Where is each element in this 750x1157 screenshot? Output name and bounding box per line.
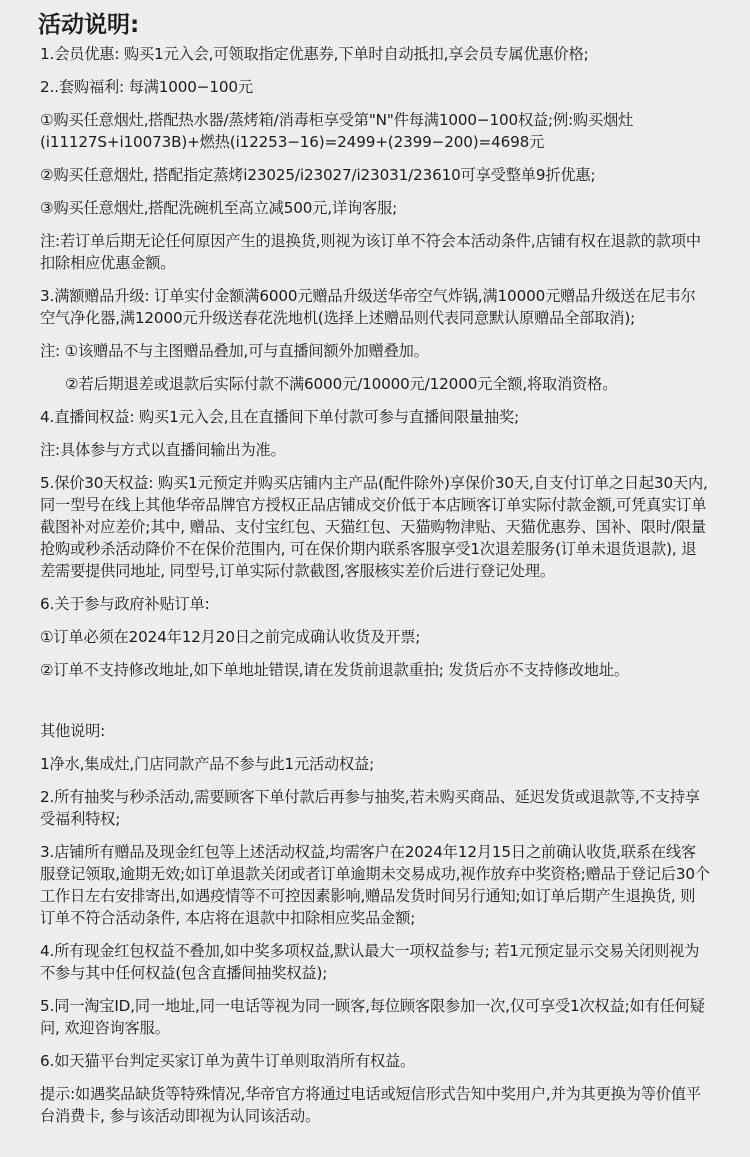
section-spacer bbox=[40, 692, 710, 720]
gift-note-1: 注: ①该赠品不与主图赠品叠加,可与直播间额外加赠叠加。 bbox=[40, 342, 429, 360]
subsidy-heading: 6.关于参与政府补贴订单: bbox=[40, 595, 210, 613]
livestream-note: 注:具体参与方式以直播间输出为准。 bbox=[40, 441, 286, 459]
price-protection: 5.保价30天权益: 购买1元预定并购买店铺内主产品(配件除外)享保价30天,自支付订单之日起30天内, 同一型号在线上其他华帝品牌官方授权正品店铺成交价低于本店顾客订单实际付款金额,可凭真实订单截图补对应差价;其中, 赠品、支付宝红包、天猫红包、天猫购物津贴、天猫优惠券、国补、限时/限量抢购或秒杀活动降价不在保价范围内, 可在保价期内联系客服享受1次退差服务(订单未退货退款), 退差需要提供同地址, 同型号,订单实际付款截图,客服核实差价后进行登记处理。 bbox=[40, 474, 708, 580]
other-item-1: 1净水,集成灶,门店同款产品不参与此1元活动权益; bbox=[40, 755, 375, 773]
page-title: 活动说明: bbox=[38, 12, 140, 38]
other-item-2: 2.所有抽奖与秒杀活动,需要顾客下单付款后再参与抽奖,若未购买商品、延迟发货或退款等,不支持享受福利特权; bbox=[40, 788, 700, 828]
bundle-benefit: 2..套购福利: 每满1000−100元 bbox=[40, 78, 253, 96]
gift-note-2: ②若后期退差或退款后实际付款不满6000元/10000元/12000元全额,将取消资格。 bbox=[65, 375, 618, 393]
other-heading: 其他说明: bbox=[40, 722, 106, 740]
subsidy-item-1: ①订单必须在2024年12月20日之前完成确认收货及开票; bbox=[40, 628, 421, 646]
other-item-3: 3.店铺所有赠品及现金红包等上述活动权益,均需客户在2024年12月15日之前确认收货,联系在线客服登记领取,逾期无效;如订单退款关闭或者订单逾期未交易成功,视作放弃中奖资格;赠品于登记后30个工作日左右安排寄出,如遇疫情等不可控因素影响,赠品发货时间另行通知;如订单后期产生退换货, 则订单不符合活动条件, 本店将在退款中扣除相应奖品金额; bbox=[40, 843, 710, 927]
other-item-4: 4.所有现金红包权益不叠加,如中奖多项权益,默认最大一项权益参与; 若1元预定显示交易关闭则视为不参与其中任何权益(包含直播间抽奖权益); bbox=[40, 942, 700, 982]
livestream-benefit: 4.直播间权益: 购买1元入会,且在直播间下单付款可参与直播间限量抽奖; bbox=[40, 408, 520, 426]
tip: 提示:如遇奖品缺货等特殊情况,华帝官方将通过电话或短信形式告知中奖用户,并为其更换为等价值平台消费卡, 参与该活动即视为认同该活动。 bbox=[40, 1085, 701, 1125]
member-benefit: 1.会员优惠: 购买1元入会,可领取指定优惠券,下单时自动抵扣,享会员专属优惠价格; bbox=[40, 45, 589, 63]
other-item-5: 5.同一淘宝ID,同一地址,同一电话等视为同一顾客,每位顾客限参加一次,仅可享受1次权益;如有任何疑问, 欢迎咨询客服。 bbox=[40, 997, 705, 1037]
bundle-note: 注:若订单后期无论任何原因产生的退换货,则视为该订单不符会本活动条件,店铺有权在退款的款项中扣除相应优惠金额。 bbox=[40, 232, 701, 272]
bundle-item-1: ①购买任意烟灶,搭配热水器/蒸烤箱/消毒柜享受第"N"件每满1000−100权益;例:购买烟灶(i11127S+i10073B)+燃热(i12253−16)=2499+(2399−200)=4698元 bbox=[40, 111, 634, 151]
subsidy-item-2: ②订单不支持修改地址,如下单地址错误,请在发货前退款重拍; 发货后亦不支持修改地址。 bbox=[40, 661, 629, 679]
other-item-6: 6.如天猫平台判定买家订单为黄牛订单则取消所有权益。 bbox=[40, 1052, 416, 1070]
bundle-item-2: ②购买任意烟灶, 搭配指定蒸烤i23025/i23027/i23031/23610可享受整单9折优惠; bbox=[40, 166, 596, 184]
bundle-item-3: ③购买任意烟灶,搭配洗碗机至高立减500元,详询客服; bbox=[40, 199, 398, 217]
gift-upgrade: 3.满额赠品升级: 订单实付金额满6000元赠品升级送华帝空气炸锅,满10000元赠品升级送在尼韦尔空气净化器,满12000元升级送春花洗地机(选择上述赠品则代表同意默认原赠品全部取消); bbox=[40, 287, 696, 327]
